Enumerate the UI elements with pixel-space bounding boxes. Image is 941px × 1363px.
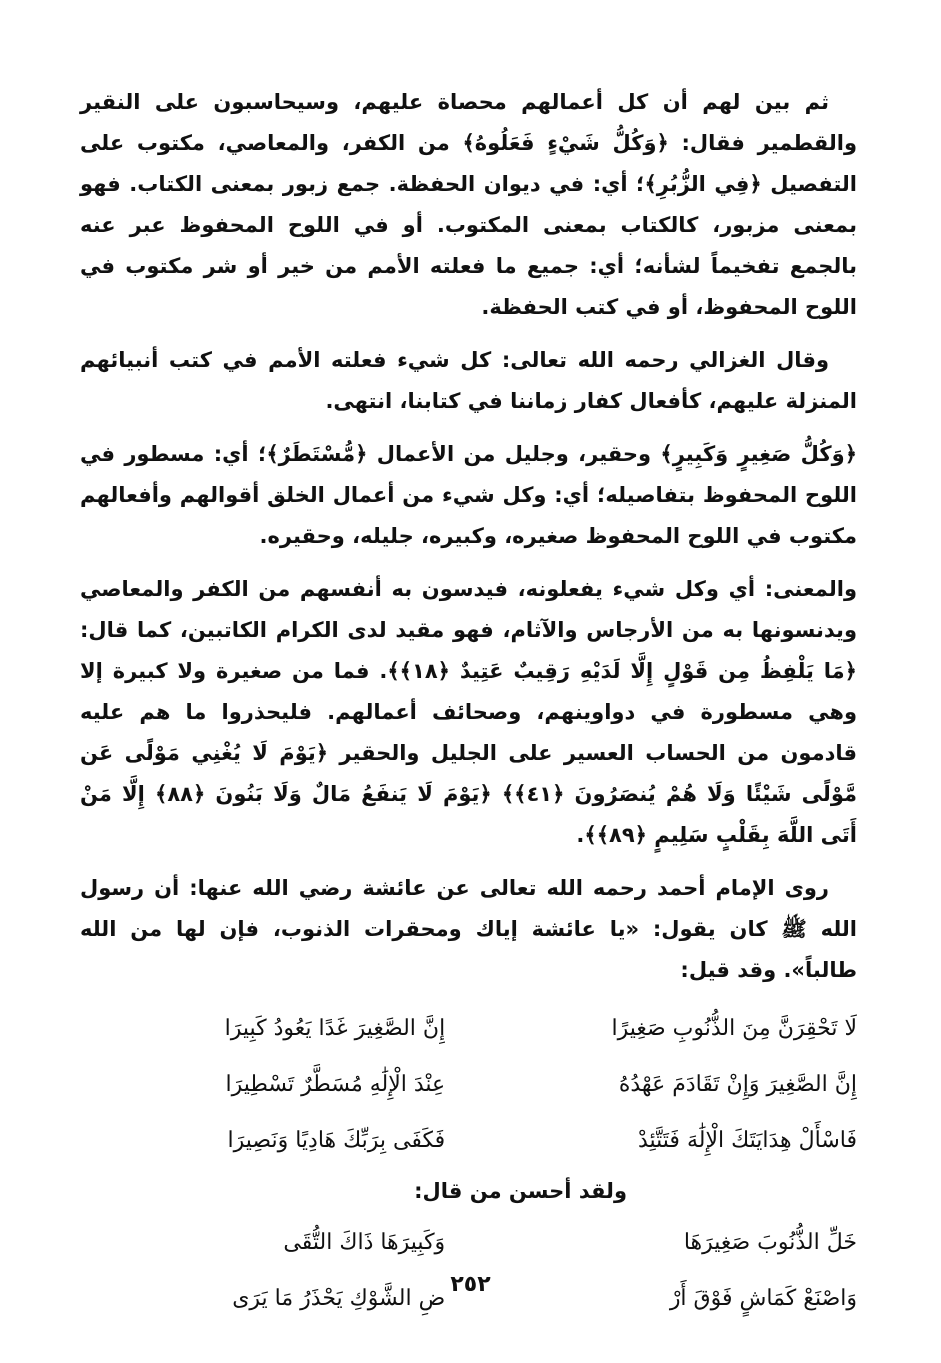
- verse-second-hemistich: فَكَفَى بِرَبِّكَ هَادِيًا وَنَصِيرَا: [227, 1128, 446, 1153]
- paragraph-hadith: روى الإمام أحمد رحمه الله تعالى عن عائشة رضي الله عنها: أن رسول الله ﷺ كان يقول: «يا عائشة إياك ومحقرات الذنوب، فإن لها من الله طالباً». وقد قيل:: [80, 876, 857, 982]
- poem-two-intro: ولقد أحسن من قال:: [414, 1179, 627, 1203]
- book-page: [80, 82, 857, 1329]
- paragraph-intro: ثم بين لهم أن كل أعمالهم محصاة عليهم، وسيحاسبون على النقير والقطمير فقال: ﴿وَكُلُّ شَيْءٍ فَعَلُوهُ﴾ من الكفر، والمعاصي، مكتوب على التفصيل ﴿فِي الزُّبُرِ﴾؛ أي: في ديوان الحفظة. جمع زبور بمعنى الكتاب. فهو بمعنى مزبور، كالكتاب بمعنى المكتوب. أو في اللوح المحفوظ عبر عنه بالجمع تفخيماً لشأنه؛ أي: جميع ما فعلته الأمم من خير أو شر مكتوب في اللوح المحفوظ، أو في كتب الحفظة.: [80, 90, 857, 319]
- verse-first-hemistich: وَاصْنَعْ كَمَاشٍ فَوْقَ أَرْ: [669, 1286, 857, 1311]
- poem-verse: [80, 1059, 857, 1111]
- verse-first-hemistich: لَا تَحْقِرَنَّ مِنَ الذُّنُوبِ صَغِيرًا: [611, 1016, 857, 1041]
- paragraph-ghazali: وقال الغزالي رحمه الله تعالى: كل شيء فعلته الأمم في كتب أنبيائهم المنزلة عليهم، كأفعال كفار زماننا في كتابنا، انتهى.: [80, 348, 857, 413]
- meaning-lead: والمعنى:: [764, 577, 858, 601]
- verse-first-hemistich: فَاسْأَلْ هِدَايَتَكَ الْإِلَٰهَ فَتَتَّئِدْ: [637, 1128, 857, 1153]
- verse-second-hemistich: وَكَبِيرَهَا ذَاكَ التُّقَى: [283, 1230, 446, 1255]
- paragraph-small-large: ﴿وَكُلُّ صَغِيرٍ وَكَبِيرٍ﴾ وحقير، وجليل من الأعمال ﴿مُّسْتَطَرٌ﴾؛ أي: مسطور في اللوح المحفوظ بتفاصيله؛ أي: وكل شيء من أعمال الخلق أقوالهم وأفعالهم مكتوب في اللوح المحفوظ صغيره، وكبيره، جليله، وحقيره.: [80, 442, 857, 548]
- page-number: ٢٥٢: [450, 1272, 491, 1297]
- verse-second-hemistich: ضِ الشَّوْكِ يَحْذَرُ مَا يَرَى: [232, 1286, 446, 1311]
- paragraph-meaning: [80, 569, 857, 856]
- poem-two: [80, 1217, 857, 1325]
- verse-first-hemistich: خَلِّ الذُّنُوبَ صَغِيرَهَا: [683, 1230, 857, 1255]
- poem-verse: [80, 1003, 857, 1055]
- verse-first-hemistich: إِنَّ الصَّغِيرَ وَإِنْ تَقَادَمَ عَهْدُهُ: [618, 1072, 857, 1097]
- verse-second-hemistich: إِنَّ الصَّغِيرَ غَدًا يَعُودُ كَبِيرَا: [224, 1016, 446, 1041]
- poem-one: [80, 1003, 857, 1167]
- verse-second-hemistich: عِنْدَ الْإِلَٰهِ مُسَطَّرٌ تَسْطِيرَا: [225, 1072, 446, 1097]
- meaning-text: أي وكل شيء يفعلونه، فيدسون به أنفسهم من الكفر والمعاصي ويدنسونها به من الأرجاس والآثام، فهو مقيد لدى الكرام الكاتبين، كما قال: ﴿مَا يَلْفِظُ مِن قَوْلٍ إِلَّا لَدَيْهِ رَقِيبٌ عَتِيدٌ ﴿١٨﴾﴾. فما من صغيرة ولا كبيرة إلا وهي مسطورة في دواوينهم، وصحائف أعمالهم. فليحذروا ما هم عليه قادمون من الحساب العسير على الجليل والحقير ﴿يَوْمَ لَا يُغْنِي مَوْلًى عَن مَّوْلًى شَيْئًا وَلَا هُمْ يُنصَرُونَ ﴿٤١﴾﴾ ﴿يَوْمَ لَا يَنفَعُ مَالٌ وَلَا بَنُونَ ﴿٨٨﴾ إِلَّا مَنْ أَتَى اللَّهَ بِقَلْبٍ سَلِيمٍ ﴿٨٩﴾﴾.: [80, 577, 857, 847]
- poem-verse: [80, 1217, 857, 1269]
- poem-verse: [80, 1115, 857, 1167]
